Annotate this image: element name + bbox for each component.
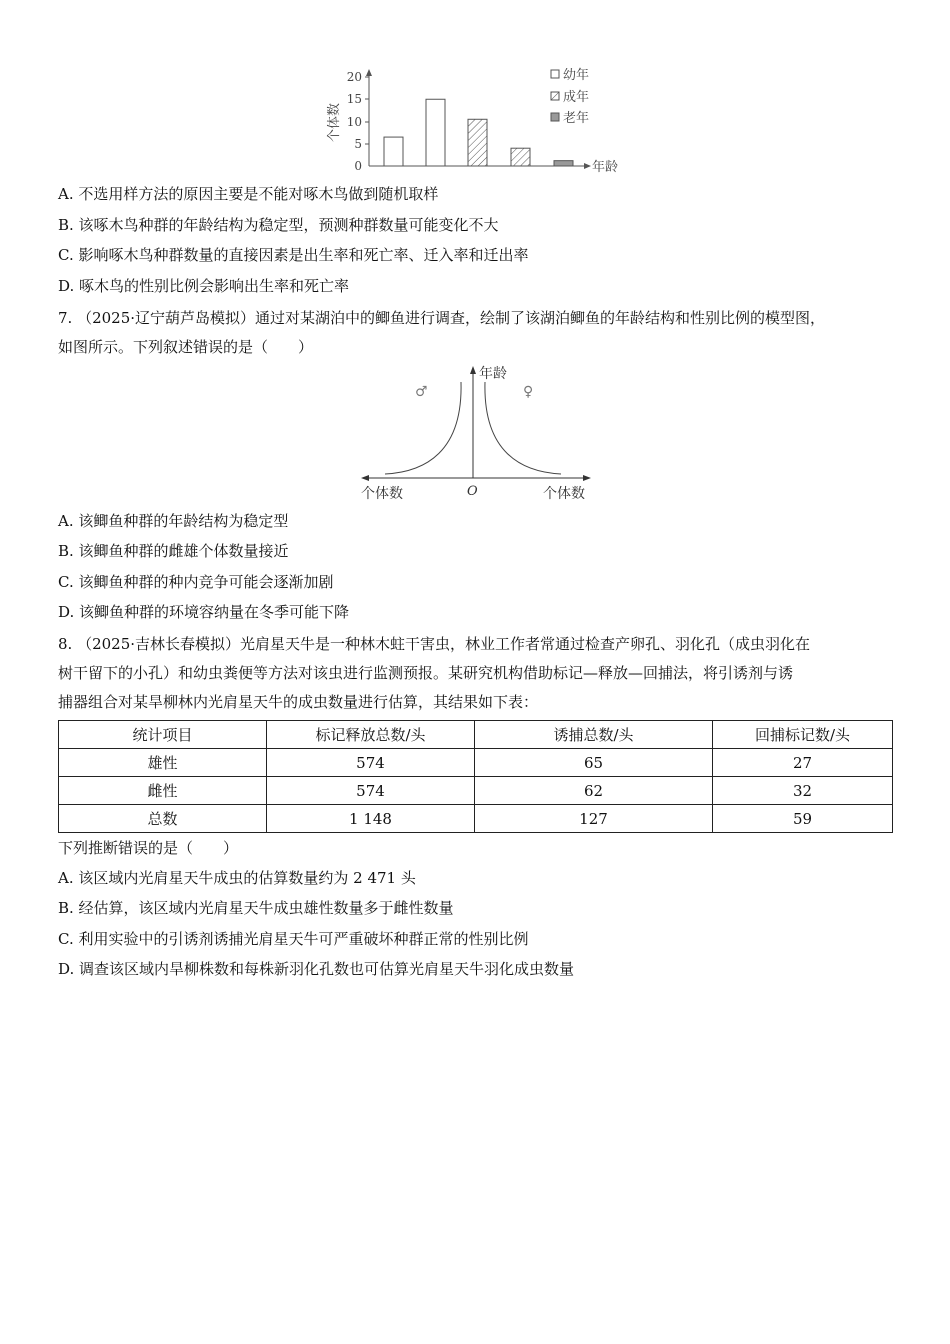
age-axis-label: 年龄 <box>479 366 507 382</box>
table-cell: 雌性 <box>59 777 267 805</box>
table-row <box>59 749 893 777</box>
x-axis-label: 年龄 <box>592 160 619 175</box>
q8-option-d: D. 调查该区域内旱柳株数和每株新羽化孔数也可估算光肩星天牛羽化成虫数量 <box>58 960 575 978</box>
table-header-row <box>59 721 893 749</box>
y-tick-5: 5 <box>354 137 362 151</box>
table-cell: 574 <box>267 777 475 805</box>
bar-juvenile-1 <box>384 137 403 166</box>
q7-option-c: C. 该鲫鱼种群的种内竞争可能会逐渐加剧 <box>58 573 334 591</box>
table-cell: 32 <box>713 777 893 805</box>
fish-age-sex-model <box>355 362 600 502</box>
table-cell: 62 <box>475 777 713 805</box>
q8-stem-line1: 8. （2025·吉林长春模拟）光肩星天牛是一种林木蛀干害虫，林业工作者常通过检查产卵孔、羽化孔（成虫羽化在 <box>58 635 811 653</box>
q8-option-c: C. 利用实验中的引诱剂诱捕光肩星天牛可严重破坏种群正常的性别比例 <box>58 930 529 948</box>
q6-option-a: A. 不选用样方法的原因主要是不能对啄木鸟做到随机取样 <box>58 185 439 203</box>
y-tick-20: 20 <box>346 70 362 84</box>
q8-after-table: 下列推断错误的是（ ） <box>58 839 239 857</box>
bar-adult-1 <box>468 119 487 166</box>
bar-juvenile-2 <box>426 99 445 166</box>
origin-label: O <box>467 484 478 499</box>
legend-swatch-juvenile <box>551 70 559 78</box>
table-cell: 总数 <box>59 805 267 833</box>
y-tick-0: 0 <box>354 159 362 173</box>
left-axis-label: 个体数 <box>361 486 403 502</box>
y-axis-label: 个体数 <box>327 102 342 142</box>
table-cell: 雄性 <box>59 749 267 777</box>
bar-elderly-1 <box>554 161 573 166</box>
legend-juvenile: 幼年 <box>563 68 590 83</box>
age-bar-chart <box>320 62 620 182</box>
table-row <box>59 805 893 833</box>
table-cell: 574 <box>267 749 475 777</box>
table-cell: 65 <box>475 749 713 777</box>
y-tick-10: 10 <box>346 115 362 129</box>
q6-option-d: D. 啄木鸟的性别比例会影响出生率和死亡率 <box>58 277 350 295</box>
table-cell: 127 <box>475 805 713 833</box>
y-tick-15: 15 <box>346 92 362 106</box>
right-axis-label: 个体数 <box>543 486 585 502</box>
y-axis-arrow <box>366 69 372 76</box>
q7-option-a: A. 该鲫鱼种群的年龄结构为稳定型 <box>58 512 289 530</box>
table-cell: 1 148 <box>267 805 475 833</box>
q8-option-b: B. 经估算，该区域内光肩星天牛成虫雄性数量多于雌性数量 <box>58 899 454 917</box>
male-symbol: ♂ <box>415 384 428 400</box>
q7-stem-line2: 如图所示。下列叙述错误的是（ ） <box>58 338 314 356</box>
table-cell: 27 <box>713 749 893 777</box>
q7-option-d: D. 该鲫鱼种群的环境容纳量在冬季可能下降 <box>58 603 350 621</box>
q8-stem-line2: 树干留下的小孔）和幼虫粪便等方法对该虫进行监测预报。某研究机构借助标记—释放—回捕法，将引诱剂与诱 <box>58 664 794 682</box>
bar-adult-2 <box>511 148 530 166</box>
table-header-cell: 统计项目 <box>59 721 267 749</box>
legend-elderly: 老年 <box>563 111 590 126</box>
q7-option-b: B. 该鲫鱼种群的雌雄个体数量接近 <box>58 542 289 560</box>
x-axis-arrow <box>584 163 591 169</box>
q8-stem-line3: 捕器组合对某旱柳林内光肩星天牛的成虫数量进行估算，其结果如下表： <box>58 693 539 711</box>
legend <box>551 67 589 126</box>
female-symbol: ♀ <box>523 384 534 400</box>
mark-recapture-table <box>58 720 893 833</box>
q7-stem-line1: 7. （2025·辽宁葫芦岛模拟）通过对某湖泊中的鲫鱼进行调查，绘制了该湖泊鲫鱼的年龄结构和性别比例的模型图， <box>58 309 826 327</box>
count-axis-arrow-left <box>361 475 369 481</box>
table-cell: 59 <box>713 805 893 833</box>
q6-option-c: C. 影响啄木鸟种群数量的直接因素是出生率和死亡率、迁入率和迁出率 <box>58 246 529 264</box>
legend-swatch-adult <box>551 92 559 100</box>
table-header-cell: 诱捕总数/头 <box>475 721 713 749</box>
table-header-cell: 回捕标记数/头 <box>713 721 893 749</box>
q6-option-b: B. 该啄木鸟种群的年龄结构为稳定型，预测种群数量可能变化不大 <box>58 216 499 234</box>
y-ticks <box>347 70 362 173</box>
q8-option-a: A. 该区域内光肩星天牛成虫的估算数量约为 2 471 头 <box>58 869 416 887</box>
age-axis-arrow <box>470 366 476 374</box>
y-tick-marks <box>365 77 369 144</box>
table-header-cell: 标记释放总数/头 <box>267 721 475 749</box>
legend-swatch-elderly <box>551 113 559 121</box>
count-axis-arrow-right <box>583 475 591 481</box>
table-row <box>59 777 893 805</box>
legend-adult: 成年 <box>563 90 590 105</box>
